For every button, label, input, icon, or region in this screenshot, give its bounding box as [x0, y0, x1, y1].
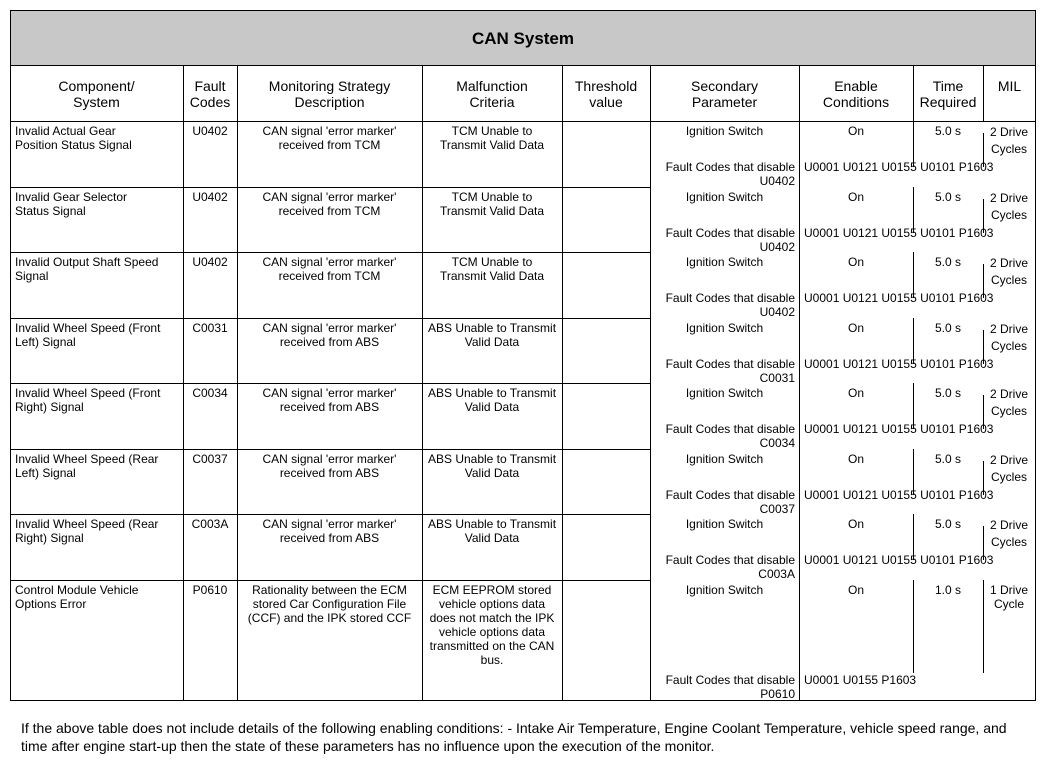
secondary-parameter: Ignition Switch	[685, 190, 764, 204]
malfunction-criteria: ECM EEPROM stored vehicle options data does not match the IPK vehicle options data transmitted on the CAN bus.	[429, 583, 555, 667]
can-system-table	[10, 10, 1036, 701]
secondary-parameter: Ignition Switch	[685, 321, 764, 335]
mil-column-rule	[983, 580, 984, 673]
mil-cycles: 1 Drive Cycle	[989, 583, 1028, 611]
header-rule	[10, 121, 1036, 122]
time-required: 5.0 s	[934, 255, 961, 269]
monitoring-strategy: CAN signal 'error marker' received from TCM	[262, 255, 397, 283]
secondary-parameter: Ignition Switch	[685, 124, 764, 138]
disable-label: Fault Codes that disable C0037	[665, 488, 795, 516]
malfunction-criteria: TCM Unable to Transmit Valid Data	[439, 190, 545, 218]
row-rule	[10, 318, 650, 319]
enable-condition: On	[847, 255, 864, 269]
monitoring-strategy: Rationality between the ECM stored Car Configuration File (CCF) and the IPK stored CCF	[247, 583, 412, 625]
fault-code: C003A	[191, 517, 229, 531]
enable-condition: On	[847, 583, 864, 597]
mil-cycles: 2 Drive Cycles	[989, 256, 1028, 287]
time-required: 5.0 s	[934, 386, 961, 400]
time-required: 5.0 s	[934, 190, 961, 204]
disable-codes: U0001 U0155 P1603	[804, 673, 917, 687]
secondary-parameter: Ignition Switch	[685, 386, 764, 400]
table-title: CAN System	[11, 11, 1035, 66]
header-threshold: Threshold value	[574, 78, 638, 110]
fault-code: U0402	[192, 255, 228, 269]
enable-condition: On	[847, 124, 864, 138]
secondary-parameter: Ignition Switch	[685, 255, 764, 269]
header-mil: MIL	[997, 78, 1022, 94]
monitoring-strategy: CAN signal 'error marker' received from ABS	[262, 452, 397, 480]
monitoring-strategy: CAN signal 'error marker' received from ABS	[262, 321, 397, 349]
disable-label: Fault Codes that disable U0402	[665, 160, 795, 188]
disable-codes: U0001 U0121 U0155 U0101 P1603	[804, 160, 994, 174]
secondary-parameter: Ignition Switch	[685, 452, 764, 466]
footnote: If the above table does not include details of the following enabling conditions: - Intake Air Temperature, Engine Coolant Temperature, vehicle speed range, and time after engine start-up then the state of these parameters has no influence upon the execution of the monitor.	[21, 720, 1007, 754]
disable-label: Fault Codes that disable C003A	[665, 553, 795, 581]
mil-cycles: 2 Drive Cycles	[989, 125, 1028, 156]
malfunction-criteria: ABS Unable to Transmit Valid Data	[427, 386, 557, 414]
component-name: Invalid Wheel Speed (Rear Right) Signal	[15, 517, 159, 545]
monitoring-strategy: CAN signal 'error marker' received from ABS	[262, 517, 397, 545]
disable-codes: U0001 U0121 U0155 U0101 P1603	[804, 422, 994, 436]
header-time: Time Required	[919, 78, 977, 110]
fault-code: C0037	[192, 452, 228, 466]
time-required: 1.0 s	[934, 583, 961, 597]
row-rule	[10, 252, 650, 253]
component-name: Invalid Wheel Speed (Rear Left) Signal	[15, 452, 159, 480]
malfunction-criteria: TCM Unable to Transmit Valid Data	[439, 255, 545, 283]
row-rule	[10, 383, 650, 384]
component-name: Invalid Wheel Speed (Front Right) Signal	[15, 386, 161, 414]
mil-cycles: 2 Drive Cycles	[989, 453, 1028, 484]
header-fault-codes: Fault Codes	[189, 78, 231, 110]
time-required: 5.0 s	[934, 124, 961, 138]
fault-code: C0034	[192, 386, 228, 400]
disable-label: Fault Codes that disable U0402	[665, 226, 795, 254]
header-component: Component/ System	[58, 78, 135, 110]
row-rule	[10, 580, 650, 581]
monitoring-strategy: CAN signal 'error marker' received from TCM	[262, 124, 397, 152]
mil-cycles: 2 Drive Cycles	[989, 322, 1028, 353]
malfunction-criteria: ABS Unable to Transmit Valid Data	[427, 452, 557, 480]
row-rule	[10, 449, 650, 450]
disable-label: Fault Codes that disable C0034	[665, 422, 795, 450]
disable-label: Fault Codes that disable U0402	[665, 291, 795, 319]
malfunction-criteria: ABS Unable to Transmit Valid Data	[427, 321, 557, 349]
component-name: Invalid Wheel Speed (Front Left) Signal	[15, 321, 161, 349]
component-name: Invalid Actual Gear Position Status Signal	[15, 124, 132, 152]
monitoring-strategy: CAN signal 'error marker' received from TCM	[262, 190, 397, 218]
header-strategy: Monitoring Strategy Description	[268, 78, 391, 110]
time-required: 5.0 s	[934, 321, 961, 335]
disable-codes: U0001 U0121 U0155 U0101 P1603	[804, 226, 994, 240]
column-rule	[799, 65, 800, 701]
enable-condition: On	[847, 452, 864, 466]
monitoring-strategy: CAN signal 'error marker' received from ABS	[262, 386, 397, 414]
component-name: Control Module Vehicle Options Error	[15, 583, 139, 611]
row-rule	[10, 514, 650, 515]
fault-code: P0610	[192, 583, 228, 597]
disable-codes: U0001 U0121 U0155 U0101 P1603	[804, 553, 994, 567]
time-required: 5.0 s	[934, 517, 961, 531]
mil-cycles: 2 Drive Cycles	[989, 387, 1028, 418]
time-required: 5.0 s	[934, 452, 961, 466]
disable-codes: U0001 U0121 U0155 U0101 P1603	[804, 488, 994, 502]
disable-codes: U0001 U0121 U0155 U0101 P1603	[804, 291, 994, 305]
header-secondary: Secondary Parameter	[691, 78, 758, 110]
enable-condition: On	[847, 386, 864, 400]
secondary-parameter: Ignition Switch	[685, 517, 764, 531]
component-name: Invalid Output Shaft Speed Signal	[15, 255, 159, 283]
enable-condition: On	[847, 517, 864, 531]
fault-code: U0402	[192, 124, 228, 138]
fault-code: U0402	[192, 190, 228, 204]
time-column-rule	[913, 580, 914, 673]
fault-code: C0031	[192, 321, 228, 335]
malfunction-criteria: ABS Unable to Transmit Valid Data	[427, 517, 557, 545]
row-rule	[10, 187, 650, 188]
secondary-parameter: Ignition Switch	[685, 583, 764, 597]
mil-cycles: 2 Drive Cycles	[989, 191, 1028, 222]
disable-label: Fault Codes that disable P0610	[665, 673, 795, 701]
malfunction-criteria: TCM Unable to Transmit Valid Data	[439, 124, 545, 152]
disable-label: Fault Codes that disable C0031	[665, 357, 795, 385]
mil-cycles: 2 Drive Cycles	[989, 518, 1028, 549]
enable-condition: On	[847, 321, 864, 335]
enable-condition: On	[847, 190, 864, 204]
header-malfunction: Malfunction Criteria	[456, 78, 528, 110]
component-name: Invalid Gear Selector Status Signal	[15, 190, 128, 218]
header-enable: Enable Conditions	[822, 78, 890, 110]
disable-codes: U0001 U0121 U0155 U0101 P1603	[804, 357, 994, 371]
